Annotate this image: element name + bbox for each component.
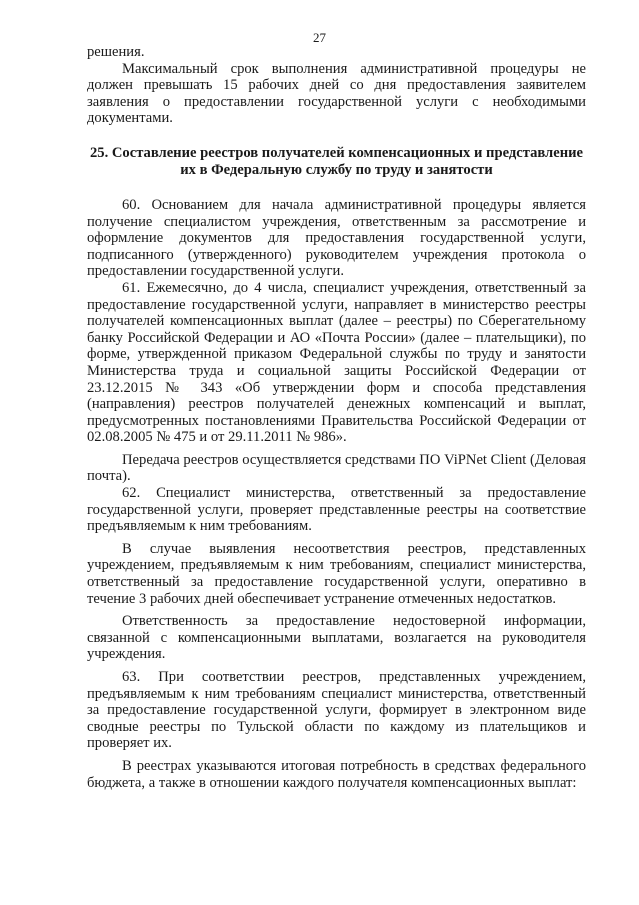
section-heading: 25. Составление реестров получателей компенсационных и представление их в Федеральную службу по труду и занятости [89,144,584,178]
page-number: 27 [313,30,326,45]
paragraph-60: 60. Основанием для начала административной процедуры является получение специалистом учреждения, ответственным за рассмотрение и оформление документов для предоставления государственной услуги, подписанного (утвержденного) руководителем учреждения протокола о предоставлении государственной услуги. [87,196,586,280]
continuation-text: решения. [87,44,145,60]
paragraph-discrepancy: В случае выявления несоответствия реестров, представленных учреждением, предъявляемым к ним требованиям, специалист министерства, ответственный за предоставление государственной услуги, оперативно в течение 3 рабочих дней обеспечивает устранение отмеченных недостатков. [87,540,586,607]
paragraph-max-time: Максимальный срок выполнения административной процедуры не должен превышать 15 рабочих дней со дня предоставления заявителем заявления о предоставлении государственной услуги с необходимыми документами. [87,60,586,127]
paragraph-61: 61. Ежемесячно, до 4 числа, специалист учреждения, ответственный за предоставление государственной услуги, направляет в министерство реестры получателей компенсационных выплат (далее – реестры) по Сберегательному банку Российской Федерации и АО «Почта России» (далее – плательщики), по форме, утвержденной приказом Федеральной службы по труду и занятости Министерства труда и социальной защиты Российской Федерации от 23.12.2015 № 343 «Об утверждении форм и способа представления (направления) реестров получателей денежных компенсаций и выплат, предусмотренных постановлениями Правительства Российской Федерации от 02.08.2005 № 475 и от 29.11.2011 № 986». [87,279,586,446]
page-content [87,44,586,791]
paragraph-62: 62. Специалист министерства, ответственный за предоставление государственной услуги, проверяет представленные реестры на соответствие предъявляемым к ним требованиям. [87,485,586,535]
paragraph-responsibility: Ответственность за предоставление недостоверной информации, связанной с компенсационными выплатами, возлагается на руководителя учреждения. [87,613,586,663]
paragraph-63: 63. При соответствии реестров, представленных учреждением, предъявляемым к ним требованиям специалист министерства, ответственный за предоставление государственной услуги, формирует в электронном виде сводные реестры по Тульской области по каждому из плательщиков и проверяет их. [87,669,586,752]
paragraph-transfer: Передача реестров осуществляется средствами ПО ViPNet Client (Деловая почта). [87,451,586,485]
paragraph-registries-content: В реестрах указываются итоговая потребность в средствах федерального бюджета, а также в отношении каждого получателя компенсационных выплат: [87,757,586,791]
